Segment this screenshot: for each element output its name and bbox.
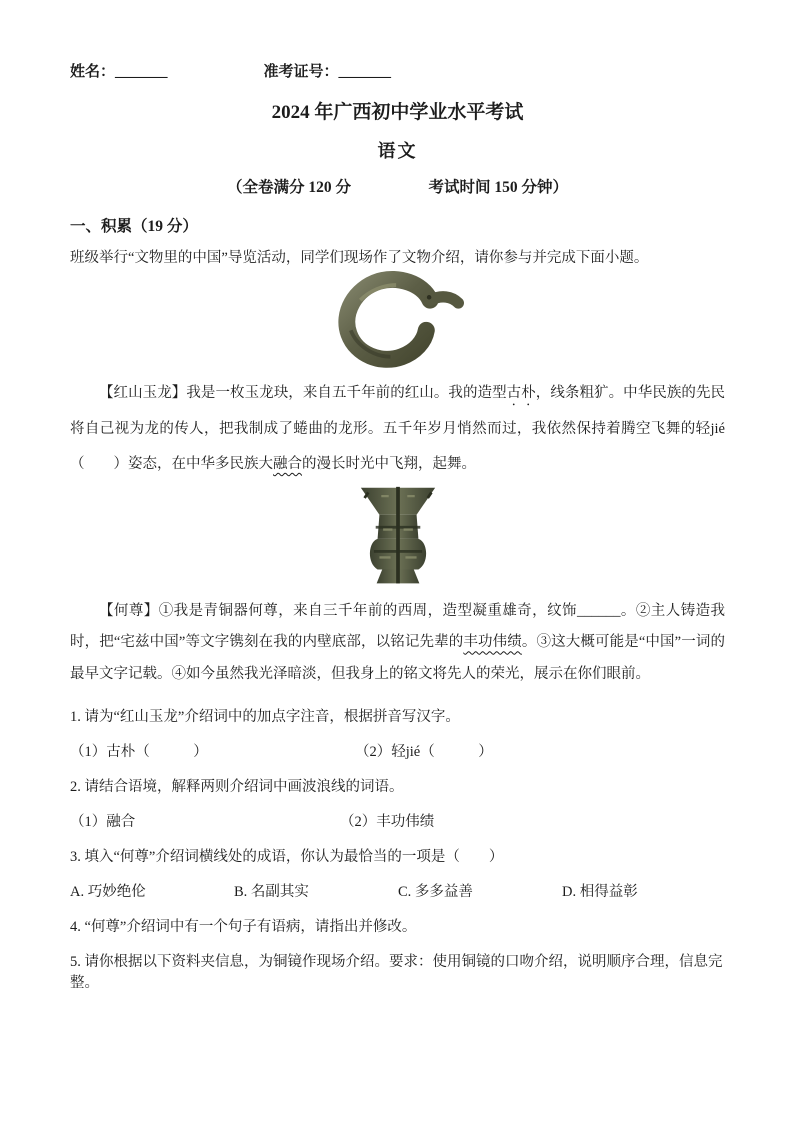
- hezun-paragraph: [70, 596, 725, 692]
- ticket-number-field-label: 准考证号：_______: [263, 64, 392, 80]
- question-2: 2. 请结合语境，解释两则介绍词中画波浪线的词语。: [70, 779, 404, 796]
- hezun-tag: 【何尊】: [99, 602, 159, 619]
- question-1-items: [70, 740, 725, 761]
- jade-dragon-figure: [70, 269, 725, 374]
- section-one-heading: 一、积累（19 分）: [70, 218, 198, 235]
- name-field-label: 姓名：_______: [70, 64, 168, 80]
- hongshan-wavy-word: 融合: [273, 456, 302, 473]
- hongshan-paragraph: [70, 376, 725, 483]
- question-2-items: [70, 810, 725, 831]
- hongshan-tag: 【红山玉龙】: [99, 385, 187, 401]
- question-5: 5. 请你根据以下资料夹信息，为铜镜作现场介绍。要求：使用铜镜的口吻介绍，说明顺序合理，信息完整。: [70, 954, 723, 992]
- question-4: 4. “何尊”介绍词中有一个句子有语病，请指出并修改。: [70, 919, 417, 936]
- hongshan-text-1: 我是一枚玉龙玦，来自五千年前的红山。我的造型: [186, 385, 507, 401]
- jade-dragon-artifact-image: [332, 269, 464, 369]
- question-1: 1. 请为“红山玉龙”介绍词中的加点字注音，根据拼音写汉字。: [70, 709, 460, 726]
- hezun-blank-line: ______: [576, 602, 621, 619]
- hongshan-dotted-word: 古朴: [506, 385, 536, 401]
- question-2-item-2: （2）丰功伟绩: [340, 814, 435, 831]
- section-intro-text: 班级举行“文物里的中国”导览活动，同学们现场作了文物介绍，请你参与并完成下面小题。: [70, 250, 649, 266]
- hezun-text-1: ①我是青铜器何尊，来自三千年前的西周，造型凝重雄奇，纹饰: [158, 602, 577, 619]
- exam-meta-line: （全卷满分 120 分 考试时间 150 分钟）: [226, 179, 568, 196]
- question-1-item-2: （2）轻jié（ ）: [355, 744, 493, 761]
- exam-title: 2024 年广西初中学业水平考试: [271, 102, 524, 123]
- bronze-vessel-figure: [70, 485, 725, 594]
- question-1-item-1: （1）古朴（ ）: [70, 744, 208, 761]
- subject-title: 语文: [377, 141, 418, 161]
- question-3-options: [70, 880, 725, 901]
- hongshan-text-2: ，线条粗犷。中华民族的先民将自己视为龙的传人，把我制成了蜷曲的龙形。五千年岁月悄然而过，我依然保持着腾空飞舞的轻jié（ ）姿态，在中华多民族大: [70, 385, 726, 473]
- question-3-option-b: B. 名副其实: [234, 884, 309, 901]
- question-3: 3. 填入“何尊”介绍词横线处的成语，你认为最恰当的一项是（ ）: [70, 849, 504, 866]
- question-3-option-c: C. 多多益善: [398, 884, 473, 901]
- question-2-item-1: （1）融合: [70, 814, 136, 831]
- hezun-text-2: 。②主人铸造我时，把“宅兹中国”等文字镌刻在我的内壁底部，以铭记先辈的: [70, 602, 726, 651]
- hezun-wavy-word: 丰功伟绩: [463, 634, 522, 651]
- question-3-option-d: D. 相得益彰: [562, 884, 638, 901]
- candidate-info-row: [70, 60, 725, 81]
- hezun-text-3: 。③这大概可能是“中国”一词的最早文字记载。④如今虽然我光泽暗淡，但我身上的铭文将先人的荣光，展示在你们眼前。: [70, 634, 725, 683]
- hongshan-text-3: 的漫长时光中飞翔，起舞。: [302, 456, 476, 473]
- bronze-vessel-artifact-image: [351, 485, 445, 589]
- question-3-option-a: A. 巧妙绝伦: [70, 884, 146, 901]
